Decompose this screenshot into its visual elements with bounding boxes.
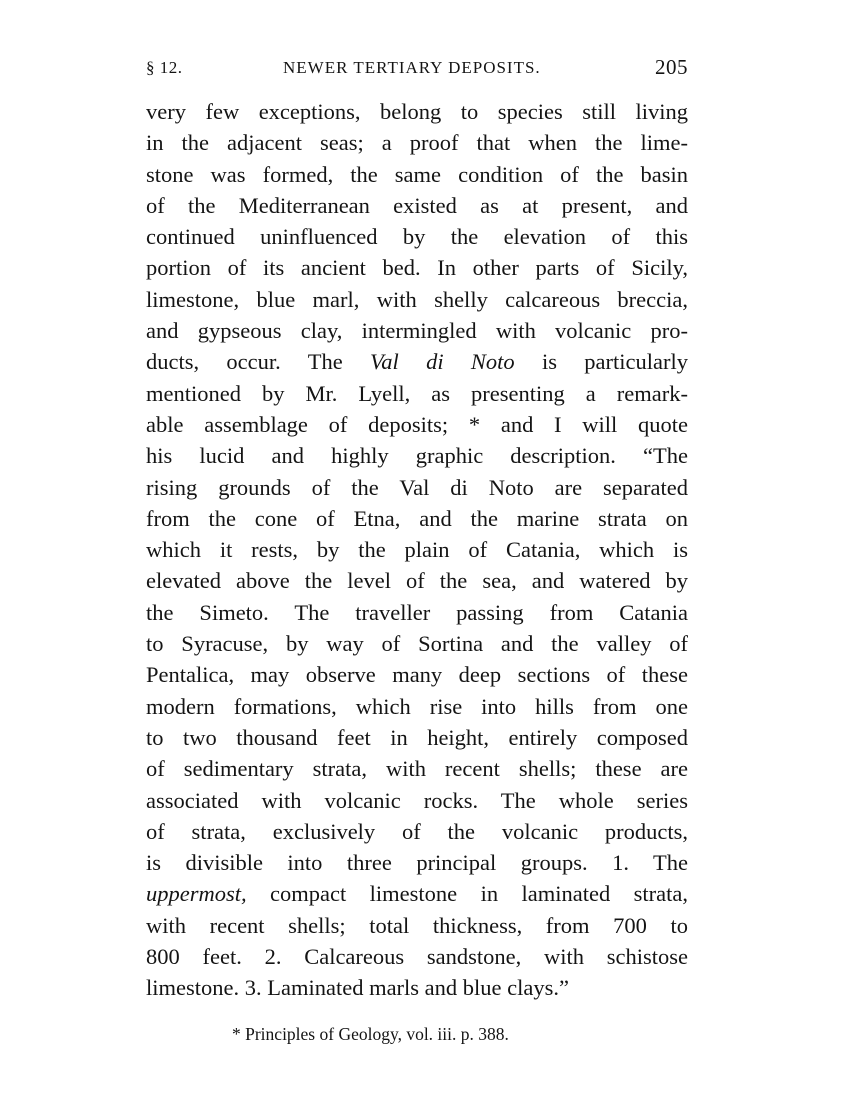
text-line: in the adjacent seas; a proof that when the lime- <box>146 130 688 156</box>
text-line: very few exceptions, belong to species still living <box>146 99 688 124</box>
text-line: of sedimentary strata, with recent shells; these are <box>146 756 688 782</box>
text-line: to two thousand feet in height, entirely composed <box>146 724 688 750</box>
text-line: with recent shells; total thickness, from 700 to <box>146 912 688 938</box>
text-line: limestone, blue marl, with shelly calcareous breccia, <box>146 286 688 312</box>
text-line: associated with volcanic rocks. The whole series <box>146 787 688 813</box>
text-line: mentioned by Mr. Lyell, as presenting a remark- <box>146 380 688 406</box>
body-text <box>146 96 688 1004</box>
text-line: the Simeto. The traveller passing from Catania <box>146 599 688 625</box>
text-line: is divisible into three principal groups. 1. The <box>146 850 688 876</box>
text-line: modern formations, which rise into hills from one <box>146 693 688 719</box>
text-line: which it rests, by the plain of Catania, which is <box>146 537 688 563</box>
footnote: * Principles of Geology, vol. iii. p. 388. <box>232 1024 509 1044</box>
text-line: limestone. 3. Laminated marls and blue clays.” <box>146 975 569 1001</box>
italic-place-name: Val di Noto <box>370 349 515 375</box>
running-title: NEWER TERTIARY DEPOSITS. <box>283 58 541 77</box>
text-line: ducts, occur. The Val di Noto is particularly <box>146 349 688 375</box>
text-line: of strata, exclusively of the volcanic products, <box>146 818 688 844</box>
text-line: his lucid and highly graphic description. “The <box>146 443 688 469</box>
text-line: able assemblage of deposits; * and I will quote <box>146 411 688 437</box>
text-line: Pentalica, may observe many deep sections of these <box>146 662 688 688</box>
running-head <box>146 55 688 82</box>
text-line: stone was formed, the same condition of the basin <box>146 161 688 187</box>
text-line: continued uninfluenced by the elevation of this <box>146 224 688 250</box>
text-line: portion of its ancient bed. In other parts of Sicily, <box>146 255 688 281</box>
text-line: and gypseous clay, intermingled with volcanic pro- <box>146 318 688 344</box>
text-line: elevated above the level of the sea, and watered by <box>146 568 688 594</box>
section-marker: § 12. <box>146 58 183 77</box>
text-line: 800 feet. 2. Calcareous sandstone, with schistose <box>146 944 688 970</box>
text-line: rising grounds of the Val di Noto are separated <box>146 474 688 500</box>
italic-term: uppermost, <box>146 881 247 907</box>
text-line: uppermost, compact limestone in laminated strata, <box>146 881 688 907</box>
text-line: of the Mediterranean existed as at present, and <box>146 192 688 218</box>
page-number: 205 <box>655 55 688 79</box>
text-line: to Syracuse, by way of Sortina and the valley of <box>146 631 688 657</box>
text-line: from the cone of Etna, and the marine strata on <box>146 505 688 531</box>
